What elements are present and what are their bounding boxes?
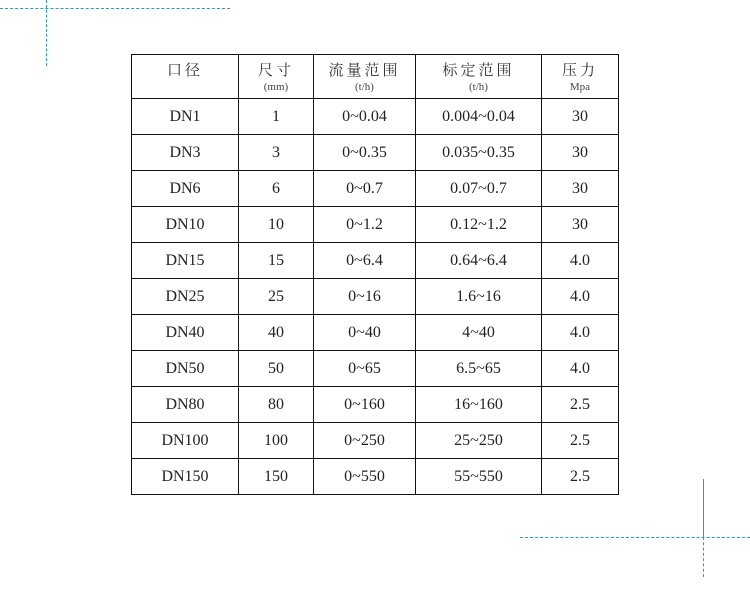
cell-caliber: DN10 [132, 207, 239, 243]
header-unit: (t/h) [469, 81, 488, 93]
cell-size: 100 [239, 423, 314, 459]
cell-caliber: DN3 [132, 135, 239, 171]
cell-size: 80 [239, 387, 314, 423]
cell-flow-range: 0~160 [314, 387, 416, 423]
cell-calibration-range: 0.004~0.04 [416, 99, 542, 135]
cell-pressure: 2.5 [542, 423, 619, 459]
cell-size: 1 [239, 99, 314, 135]
cell-calibration-range: 55~550 [416, 459, 542, 495]
header-size [239, 55, 314, 99]
cell-pressure: 4.0 [542, 351, 619, 387]
cell-flow-range: 0~0.35 [314, 135, 416, 171]
cell-calibration-range: 1.6~16 [416, 279, 542, 315]
header-unit: Mpa [569, 81, 591, 93]
cell-flow-range: 0~0.7 [314, 171, 416, 207]
decor-crosshair-top-vertical [46, 0, 47, 66]
cell-pressure: 4.0 [542, 243, 619, 279]
cell-flow-range: 0~250 [314, 423, 416, 459]
cell-calibration-range: 4~40 [416, 315, 542, 351]
header-label: 流量范围 [328, 61, 401, 79]
cell-flow-range: 0~550 [314, 459, 416, 495]
table-row [132, 135, 619, 171]
cell-flow-range: 0~0.04 [314, 99, 416, 135]
cell-calibration-range: 6.5~65 [416, 351, 542, 387]
table-row [132, 171, 619, 207]
table-row [132, 459, 619, 495]
cell-pressure: 2.5 [542, 459, 619, 495]
table-row [132, 99, 619, 135]
cell-caliber: DN150 [132, 459, 239, 495]
header-caliber [132, 55, 239, 99]
cell-size: 10 [239, 207, 314, 243]
header-label: 尺寸 [257, 61, 294, 79]
cell-flow-range: 0~6.4 [314, 243, 416, 279]
cell-calibration-range: 0.12~1.2 [416, 207, 542, 243]
table-row [132, 279, 619, 315]
cell-pressure: 30 [542, 171, 619, 207]
header-flow-range [314, 55, 416, 99]
header-pressure [542, 55, 619, 99]
cell-caliber: DN6 [132, 171, 239, 207]
header-label: 压力 [561, 61, 598, 79]
cell-calibration-range: 0.64~6.4 [416, 243, 542, 279]
table-row [132, 207, 619, 243]
table-row [132, 423, 619, 459]
cell-caliber: DN100 [132, 423, 239, 459]
cell-pressure: 30 [542, 135, 619, 171]
header-unit: (mm) [263, 81, 289, 93]
cell-calibration-range: 25~250 [416, 423, 542, 459]
header-unit: (t/h) [355, 81, 374, 93]
cell-caliber: DN25 [132, 279, 239, 315]
cell-size: 3 [239, 135, 314, 171]
table-row [132, 315, 619, 351]
cell-size: 25 [239, 279, 314, 315]
cell-pressure: 4.0 [542, 279, 619, 315]
table-row [132, 351, 619, 387]
cell-caliber: DN1 [132, 99, 239, 135]
header-calibration-range [416, 55, 542, 99]
decor-crosshair-bottom-horizontal [520, 537, 750, 538]
cell-caliber: DN15 [132, 243, 239, 279]
cell-caliber: DN80 [132, 387, 239, 423]
header-label: 标定范围 [442, 61, 515, 79]
cell-size: 15 [239, 243, 314, 279]
cell-pressure: 2.5 [542, 387, 619, 423]
cell-calibration-range: 0.035~0.35 [416, 135, 542, 171]
cell-size: 6 [239, 171, 314, 207]
cell-flow-range: 0~16 [314, 279, 416, 315]
decor-crosshair-bottom-vertical-upper [703, 479, 704, 537]
cell-flow-range: 0~40 [314, 315, 416, 351]
decor-crosshair-bottom-vertical-lower [703, 537, 704, 577]
header-label: 口径 [166, 61, 203, 79]
cell-caliber: DN50 [132, 351, 239, 387]
table-row [132, 387, 619, 423]
cell-size: 40 [239, 315, 314, 351]
decor-crosshair-top-horizontal [0, 8, 230, 9]
cell-pressure: 4.0 [542, 315, 619, 351]
table-row [132, 243, 619, 279]
cell-flow-range: 0~1.2 [314, 207, 416, 243]
cell-pressure: 30 [542, 207, 619, 243]
cell-calibration-range: 0.07~0.7 [416, 171, 542, 207]
cell-calibration-range: 16~160 [416, 387, 542, 423]
cell-pressure: 30 [542, 99, 619, 135]
flowmeter-spec-table [131, 54, 619, 495]
table-header-row [132, 55, 619, 99]
cell-size: 50 [239, 351, 314, 387]
cell-size: 150 [239, 459, 314, 495]
cell-caliber: DN40 [132, 315, 239, 351]
cell-flow-range: 0~65 [314, 351, 416, 387]
